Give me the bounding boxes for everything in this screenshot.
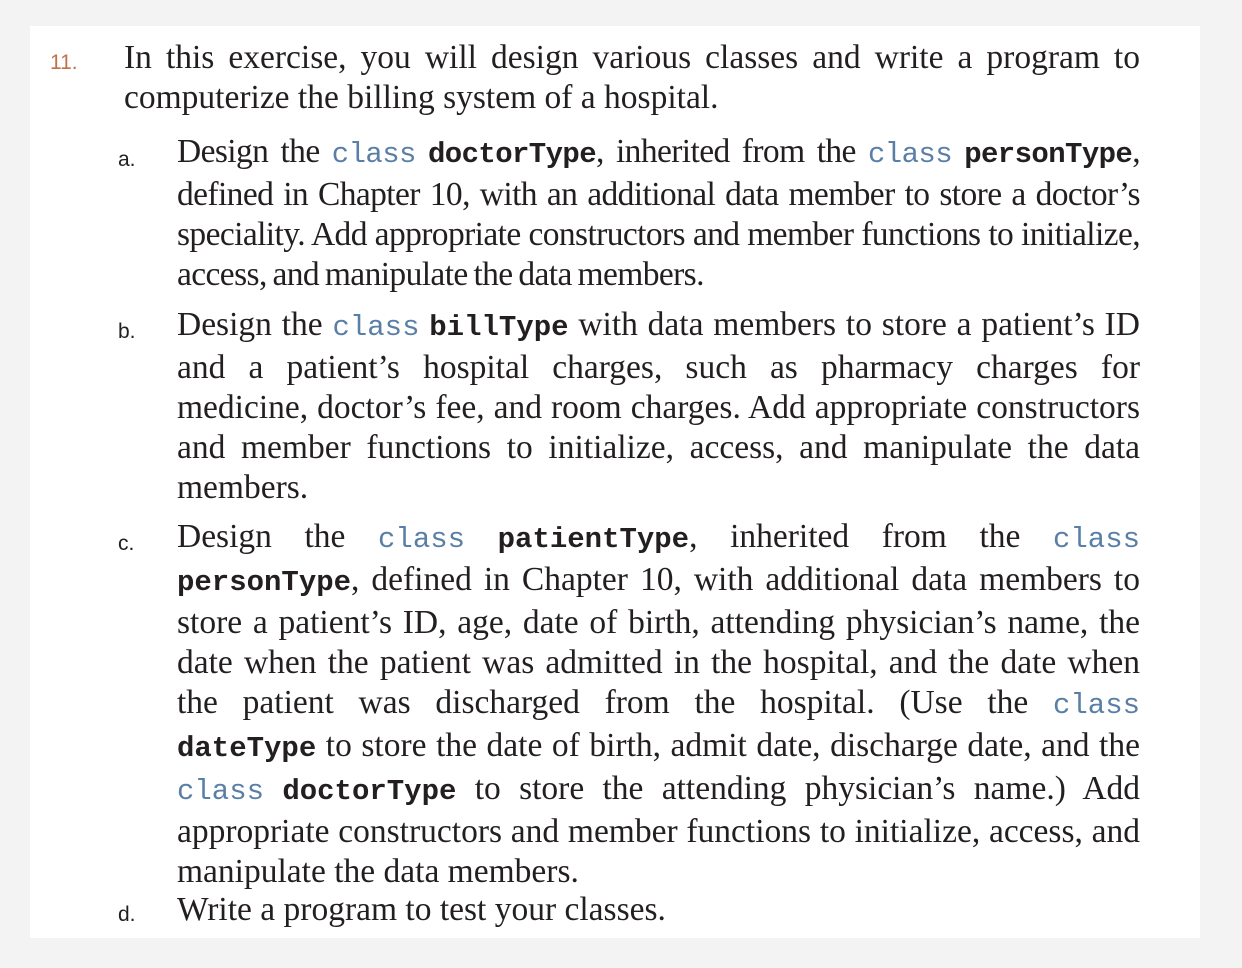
text-run: , defined in Chapter 10, with additional data members to store a patient’s ID, age, date of birth, attending physician’s name, the date when the patient was admitted in the hospital, and the date when the patient was discharged from the hospital. (Use the: [177, 561, 1140, 721]
identifier-billType: billType: [429, 311, 569, 344]
item-c-text: [177, 517, 1140, 892]
item-b-text: [177, 305, 1140, 508]
keyword-class: class: [378, 523, 466, 556]
keyword-class: class: [1052, 523, 1140, 556]
keyword-class: class: [1052, 689, 1140, 722]
identifier-doctorType: doctorType: [282, 775, 457, 808]
text-run: Design the: [177, 306, 333, 343]
keyword-class: class: [331, 138, 416, 171]
identifier-dateType: dateType: [177, 732, 317, 765]
text-run: , defined in Chapter 10, with an additional data member to store a doctor’s speciality. Add appropriate constructors and member functions to initialize, access, and manipulate the data members.: [177, 133, 1141, 293]
text-run: Design the: [177, 133, 332, 170]
text-run: [465, 518, 498, 555]
text-run: with data members to store a patient’s ID and a patient’s hospital charges, such as pharmacy charges for medicine, doctor’s fee, and room charges. Add appropriate constructors and member functions to initialize, access, and manipulate the data members.: [177, 306, 1141, 506]
keyword-class: class: [332, 311, 420, 344]
identifier-patientType: patientType: [497, 523, 690, 556]
text-run: [952, 133, 964, 170]
text-run: to store the date of birth, admit date, discharge date, and the: [316, 727, 1140, 764]
item-d-label: d.: [118, 903, 136, 926]
exercise-intro: In this exercise, you will design various classes and write a program to computerize the billing system of a hospital.: [124, 39, 1140, 116]
item-a-text: [177, 132, 1140, 295]
keyword-class: class: [177, 775, 265, 808]
text-run: [264, 770, 282, 807]
exercise-number: 11.: [50, 51, 78, 74]
keyword-class: class: [868, 138, 953, 171]
identifier-personType: personType: [177, 566, 352, 599]
text-run: [416, 133, 428, 170]
text-run: to store the attending physician’s name.) Add appropriate constructors and member functions to initialize, access, and manipulate the data members.: [177, 770, 1141, 890]
item-d-text: [177, 890, 1140, 930]
text-run: , inherited from the: [596, 133, 868, 170]
text-run: [419, 306, 429, 343]
text-run: , inherited from the: [689, 518, 1053, 555]
item-a-label: a.: [118, 148, 136, 171]
item-c-label: c.: [118, 532, 135, 555]
page: [30, 26, 1200, 938]
item-b-label: b.: [118, 320, 136, 343]
text-run: Design the: [177, 518, 379, 555]
identifier-personType: personType: [964, 138, 1133, 171]
identifier-doctorType: doctorType: [427, 138, 597, 171]
text-run: Write a program to test your classes.: [177, 891, 666, 928]
